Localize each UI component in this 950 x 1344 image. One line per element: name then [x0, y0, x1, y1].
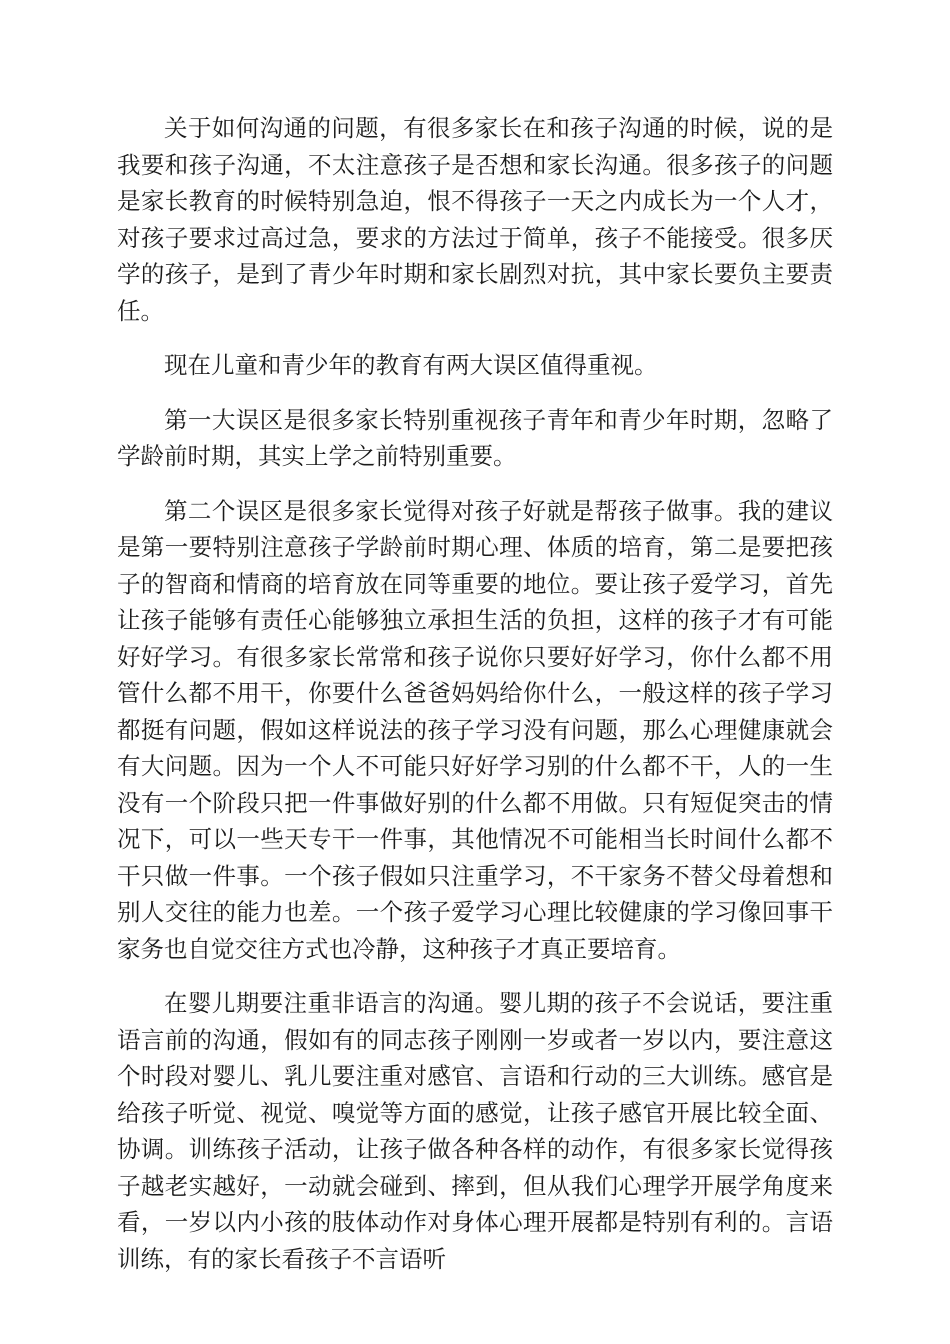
document-body [117, 110, 833, 1295]
paragraph-second-misconception: 第二个误区是很多家长觉得对孩子好就是帮孩子做事。我的建议是第一要特别注意孩子学龄前时期心理、体质的培育，第二是要把孩子的智商和情商的培育放在同等重要的地位。要让孩子爱学习，首先让孩子能够有责任心能够独立承担生活的负担，这样的孩子才有可能好好学习。有很多家长常常和孩子说你只要好好学习，你什么都不用管什么都不用干，你要什么爸爸妈妈给你什么，一般这样的孩子学习都挺有问题，假如这样说法的孩子学习没有问题，那么心理健康就会有大问题。因为一个人不可能只好好学习别的什么都不干，人的一生没有一个阶段只把一件事做好别的什么都不用做。只有短促突击的情况下，可以一些天专干一件事，其他情况不可能相当长时间什么都不干只做一件事。一个孩子假如只注重学习，不干家务不替父母着想和别人交往的能力也差。一个孩子爱学习心理比较健康的学习像回事干家务也自觉交往方式也冷静，这种孩子才真正要培育。 [117, 496, 833, 963]
paragraph-communication: 关于如何沟通的问题，有很多家长在和孩子沟通的时候，说的是我要和孩子沟通，不太注意孩子是否想和家长沟通。很多孩子的问题是家长教育的时候特别急迫，恨不得孩子一天之内成长为一个人才，对孩子要求过高过急，要求的方法过于简单，孩子不能接受。很多厌学的孩子，是到了青少年时期和家长剧烈对抗，其中家长要负主要责任。 [117, 114, 833, 325]
paragraph-infancy-communication: 在婴儿期要注重非语言的沟通。婴儿期的孩子不会说话，要注重语言前的沟通，假如有的同志孩子刚刚一岁或者一岁以内，要注意这个时段对婴儿、乳儿要注重对感官、言语和行动的三大训练。感官是给孩子听觉、视觉、嗅觉等方面的感觉，让孩子感官开展比较全面、协调。训练孩子活动，让孩子做各种各样的动作，有很多家长觉得孩子越老实越好，一动就会碰到、摔到，但从我们心理学开展学角度来看，一岁以内小孩的肢体动作对身体心理开展都是特别有利的。言语训练，有的家长看孩子不言语听 [117, 989, 833, 1273]
paragraph-two-misconceptions: 现在儿童和青少年的教育有两大误区值得重视。 [164, 351, 658, 379]
paragraph-first-misconception: 第一大误区是很多家长特别重视孩子青年和青少年时期，忽略了学龄前时期，其实上学之前特别重要。 [117, 405, 833, 470]
